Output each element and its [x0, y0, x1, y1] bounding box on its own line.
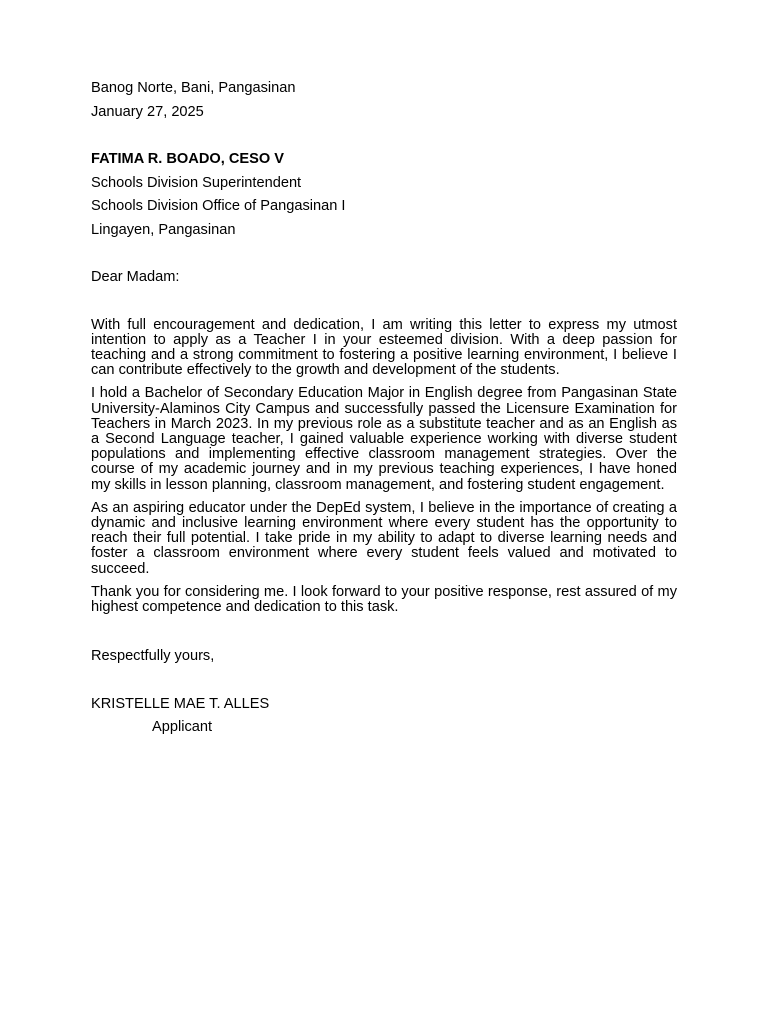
recipient-office: Schools Division Office of Pangasinan I	[91, 198, 346, 214]
recipient-title: Schools Division Superintendent	[91, 174, 302, 191]
cover-letter	[91, 77, 677, 740]
body-paragraph-2: I hold a Bachelor of Secondary Education Major in English degree from Pangasinan State University-Alaminos City Campus and successfully passed the Licensure Examination for Teachers in March 2023. In my previous role as a substitute teacher and as an English as a Second Language teacher, I gained valuable experience working with diverse student populations and implementing effective classroom management strategies. Over the course of my academic journey and in my previous teaching experiences, I have honed my skills in lesson planning, classroom management, and fostering student engagement.	[91, 385, 677, 493]
recipient-name: FATIMA R. BOADO, CESO V	[91, 151, 284, 167]
recipient-block	[91, 148, 677, 242]
signatory-name: KRISTELLE MAE T. ALLES	[91, 695, 270, 712]
complimentary-close: Respectfully yours,	[91, 648, 215, 665]
sender-block	[91, 77, 677, 124]
signatory-title: Applicant	[152, 719, 213, 736]
recipient-location: Lingayen, Pangasinan	[91, 221, 236, 238]
letter-body	[91, 318, 677, 616]
signature-block	[91, 693, 677, 740]
sender-address: Banog Norte, Bani, Pangasinan	[91, 80, 296, 96]
body-paragraph-4: Thank you for considering me. I look forward to your positive response, rest assured of my highest competence and dedication to this task.	[91, 583, 677, 615]
salutation: Dear Madam:	[91, 269, 180, 285]
body-paragraph-3: As an aspiring educator under the DepEd system, I believe in the importance of creating a dynamic and inclusive learning environment where every student has the opportunity to reach their full potential. I take pride in my ability to adapt to diverse learning needs and foster a classroom environment where every student feels valued and motivated to succeed.	[91, 499, 677, 577]
body-paragraph-1: With full encouragement and dedication, I am writing this letter to express my utmost intention to apply as a Teacher I in your esteemed division. With a deep passion for teaching and a strong commitment to fostering a positive learning environment, I believe I can contribute effectively to the growth and development of the students.	[91, 316, 677, 379]
letter-date: January 27, 2025	[91, 103, 204, 120]
